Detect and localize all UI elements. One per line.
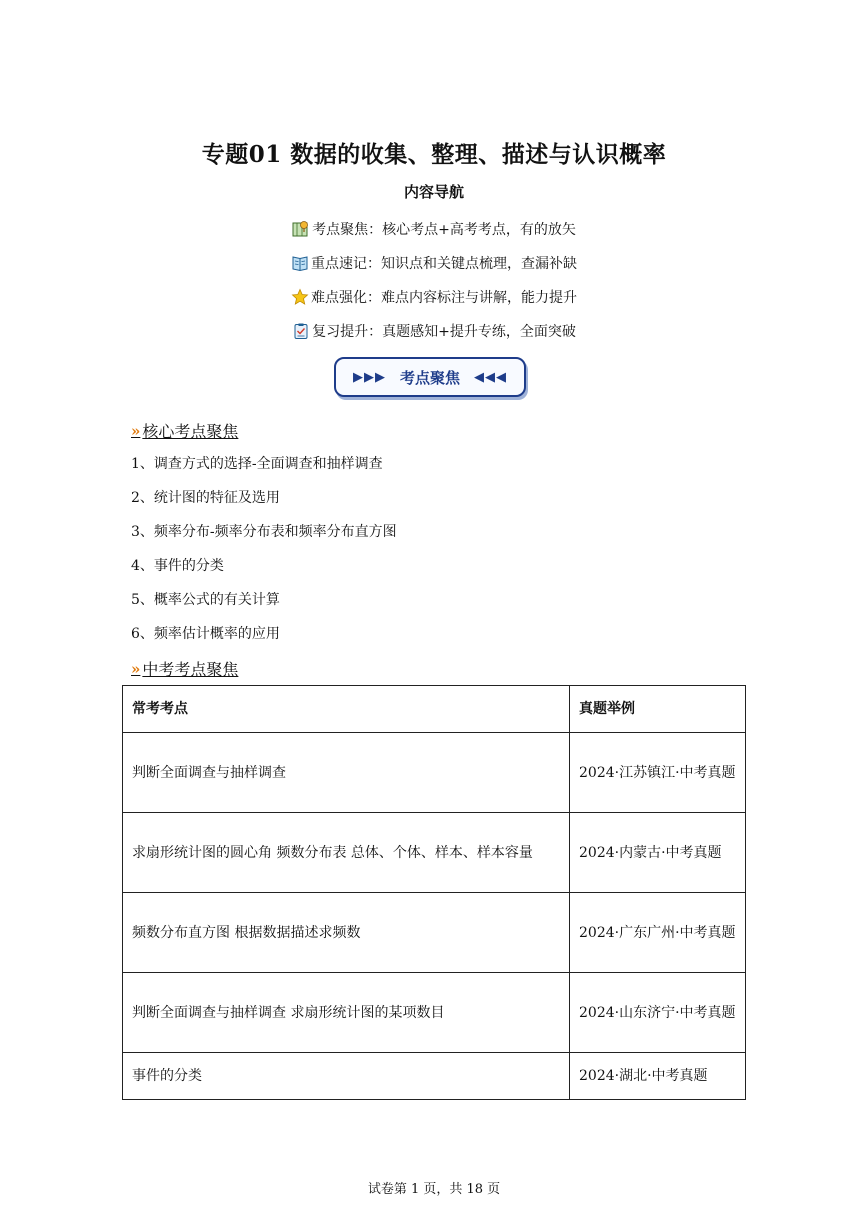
nav-item-focus [0, 212, 868, 246]
nav-item-text: 重点速记：知识点和关键点梳理，查漏补缺 [311, 256, 577, 272]
exam-section-title: 中考考点聚焦 [142, 660, 239, 679]
core-section-heading [131, 419, 238, 442]
table-row [123, 733, 746, 813]
list-item: 6、频率估计概率的应用 [131, 626, 280, 642]
nav-item-text: 难点强化：难点内容标注与讲解，能力提升 [311, 290, 577, 306]
book-icon [291, 254, 309, 272]
exam-point-cell: 频数分布直方图 根据数据描述求频数 [123, 893, 570, 973]
table-row [123, 1053, 746, 1100]
content-navigation-list [0, 212, 868, 348]
banner-label: 考点聚焦 [399, 368, 460, 387]
star-icon [291, 288, 309, 306]
exam-point-cell: 判断全面调查与抽样调查 求扇形统计图的某项数目 [123, 973, 570, 1053]
example-cell: 2024·江苏镇江·中考真题 [570, 733, 746, 813]
table-header-row [123, 686, 746, 733]
double-chevron-icon: » [131, 421, 141, 440]
exam-point-cell: 求扇形统计图的圆心角 频数分布表 总体、个体、样本、样本容量 [123, 813, 570, 893]
banner-left-arrows: ▶▶▶ [352, 369, 386, 385]
clipboard-icon [292, 322, 310, 340]
nav-item-difficulty [0, 280, 868, 314]
double-chevron-icon: » [131, 659, 141, 678]
banner-right-arrows: ◀◀◀ [474, 369, 507, 385]
section-banner [334, 357, 526, 397]
exam-point-cell: 事件的分类 [123, 1053, 570, 1100]
content-navigation-heading: 内容导航 [403, 183, 464, 201]
list-item: 2、统计图的特征及选用 [131, 490, 280, 506]
list-item: 3、频率分布-频率分布表和频率分布直方图 [131, 524, 397, 540]
page-footer: 试卷第 1 页，共 18 页 [367, 1182, 501, 1197]
exam-point-cell: 判断全面调查与抽样调查 [123, 733, 570, 813]
example-cell: 2024·湖北·中考真题 [570, 1053, 746, 1100]
exam-points-table [122, 685, 746, 1100]
nav-item-text: 考点聚焦：核心考点+高考考点，有的放矢 [312, 222, 576, 238]
core-points-list [131, 451, 397, 655]
example-cell: 2024·山东济宁·中考真题 [570, 973, 746, 1053]
list-item: 5、概率公式的有关计算 [131, 592, 280, 608]
column-header: 真题举例 [570, 686, 746, 733]
table-row [123, 893, 746, 973]
example-cell: 2024·内蒙古·中考真题 [570, 813, 746, 893]
map-pin-icon [292, 220, 310, 238]
list-item: 1、调查方式的选择-全面调查和抽样调查 [131, 456, 383, 472]
column-header: 常考考点 [123, 686, 570, 733]
nav-item-text: 复习提升：真题感知+提升专练，全面突破 [312, 324, 576, 340]
list-item: 4、事件的分类 [131, 558, 224, 574]
table-row [123, 973, 746, 1053]
nav-item-review [0, 314, 868, 348]
exam-section-heading [131, 657, 238, 680]
page-title: 专题01 数据的收集、整理、描述与认识概率 [201, 141, 667, 168]
core-section-title: 核心考点聚焦 [142, 422, 239, 441]
nav-item-memo [0, 246, 868, 280]
example-cell: 2024·广东广州·中考真题 [570, 893, 746, 973]
table-row [123, 813, 746, 893]
